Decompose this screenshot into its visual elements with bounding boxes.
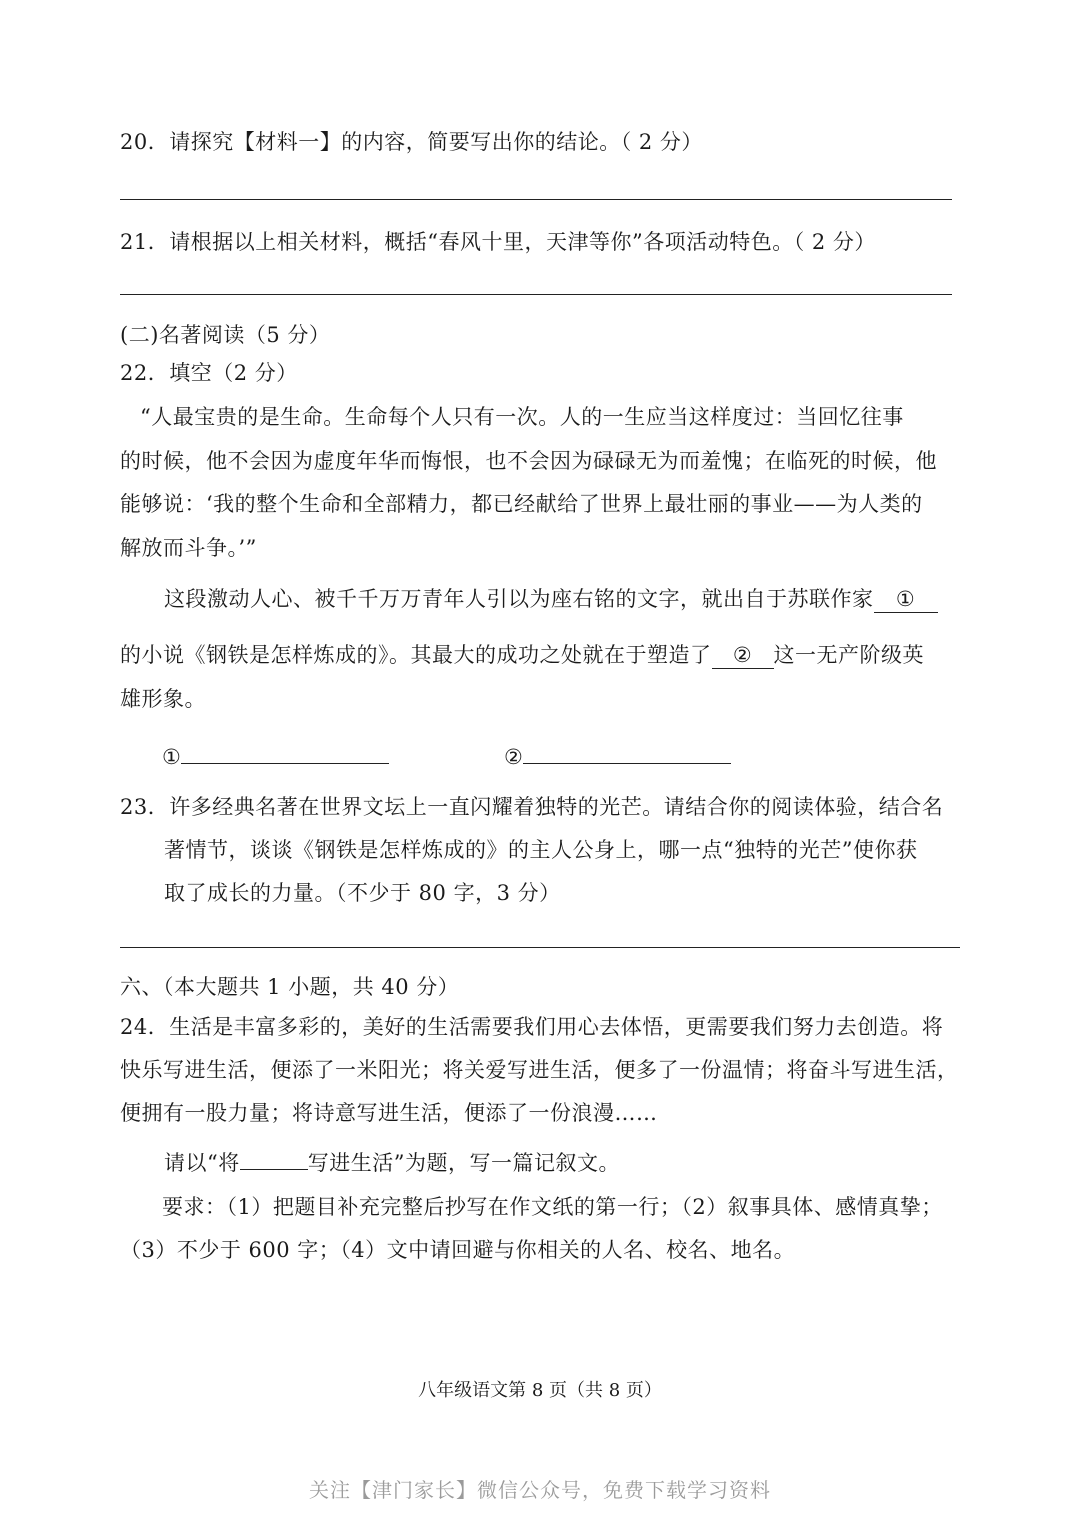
fill-blank-2[interactable]: ② <box>712 642 774 669</box>
q22-text: 这一无产阶级英 <box>773 643 924 667</box>
answer-label-2: ② <box>504 745 524 769</box>
q22-text: 这段激动人心、被千千万万青年人引以为座右铭的文字，就出自于苏联作家 <box>164 587 874 611</box>
question-23-line-1: 23．许多经典名著在世界文坛上一直闪耀着独特的光芒。请结合你的阅读体验，结合名 <box>120 795 944 819</box>
q22-paragraph-line-3: 雄形象。 <box>120 687 206 711</box>
page-footer: 八年级语文第 8 页（共 8 页） <box>418 1380 662 1401</box>
answer-line-20[interactable] <box>120 199 952 200</box>
question-24-line-3: 便拥有一股力量；将诗意写进生活，便添了一份浪漫…… <box>120 1101 658 1125</box>
watermark-text: 关注【津门家长】微信公众号，免费下载学习资料 <box>309 1478 771 1502</box>
fill-blank-1[interactable]: ① <box>874 586 938 613</box>
question-22-title: 22．填空（2 分） <box>120 361 298 385</box>
question-20: 20．请探究【材料一】的内容，简要写出你的结论。（ 2 分） <box>120 130 703 154</box>
essay-requirements-1: 要求：（1）把题目补充完整后抄写在作文纸的第一行；（2）叙事具体、感情真挚； <box>162 1195 943 1219</box>
essay-requirements-2: （3）不少于 600 字；（4）文中请回避与你相关的人名、校名、地名。 <box>120 1238 796 1262</box>
q22-text: 的小说《钢铁是怎样炼成的》。其最大的成功之处就在于塑造了 <box>120 643 712 667</box>
question-21: 21．请根据以上相关材料，概括“春风十里，天津等你”各项活动特色。（ 2 分） <box>120 230 876 254</box>
prompt-text: 请以“将 <box>164 1151 240 1175</box>
answer-label-1: ① <box>162 745 182 769</box>
answer-row-22 <box>162 742 389 772</box>
quote-line-2: 的时候，他不会因为虚度年华而悔恨，也不会因为碌碌无为而羞愧；在临死的时候，他 <box>120 449 937 473</box>
answer-field-1[interactable] <box>181 763 389 764</box>
quote-line-3: 能够说：‘我的整个生命和全部精力，都已经献给了世界上最壮丽的事业——为人类的 <box>120 492 923 516</box>
answer-field-2[interactable] <box>523 763 731 764</box>
section-heading-reading: (二)名著阅读（5 分） <box>120 323 331 347</box>
question-24-line-1: 24．生活是丰富多彩的，美好的生活需要我们用心去体悟，更需要我们努力去创造。将 <box>120 1015 944 1039</box>
prompt-text: 写进生活”为题，写一篇记叙文。 <box>307 1151 620 1175</box>
title-blank[interactable] <box>240 1169 308 1170</box>
q22-paragraph-line-2 <box>120 640 924 670</box>
q22-paragraph-line-1 <box>164 584 938 614</box>
answer-row-22b <box>504 742 731 772</box>
question-24-line-2: 快乐写进生活，便添了一米阳光；将关爱写进生活，便多了一份温情；将奋斗写进生活， <box>120 1058 959 1082</box>
quote-line-1: “人最宝贵的是生命。生命每个人只有一次。人的一生应当这样度过：当回忆往事 <box>140 405 904 429</box>
answer-line-21[interactable] <box>120 294 952 295</box>
question-23-line-3: 取了成长的力量。（不少于 80 字，3 分） <box>164 881 561 905</box>
essay-prompt <box>164 1148 620 1178</box>
section-heading-writing: 六、（本大题共 1 小题，共 40 分） <box>120 975 460 999</box>
question-23-line-2: 著情节，谈谈《钢铁是怎样炼成的》的主人公身上，哪一点“独特的光芒”使你获 <box>164 838 918 862</box>
quote-line-4: 解放而斗争。’” <box>120 536 257 560</box>
answer-line-23[interactable] <box>120 947 960 948</box>
